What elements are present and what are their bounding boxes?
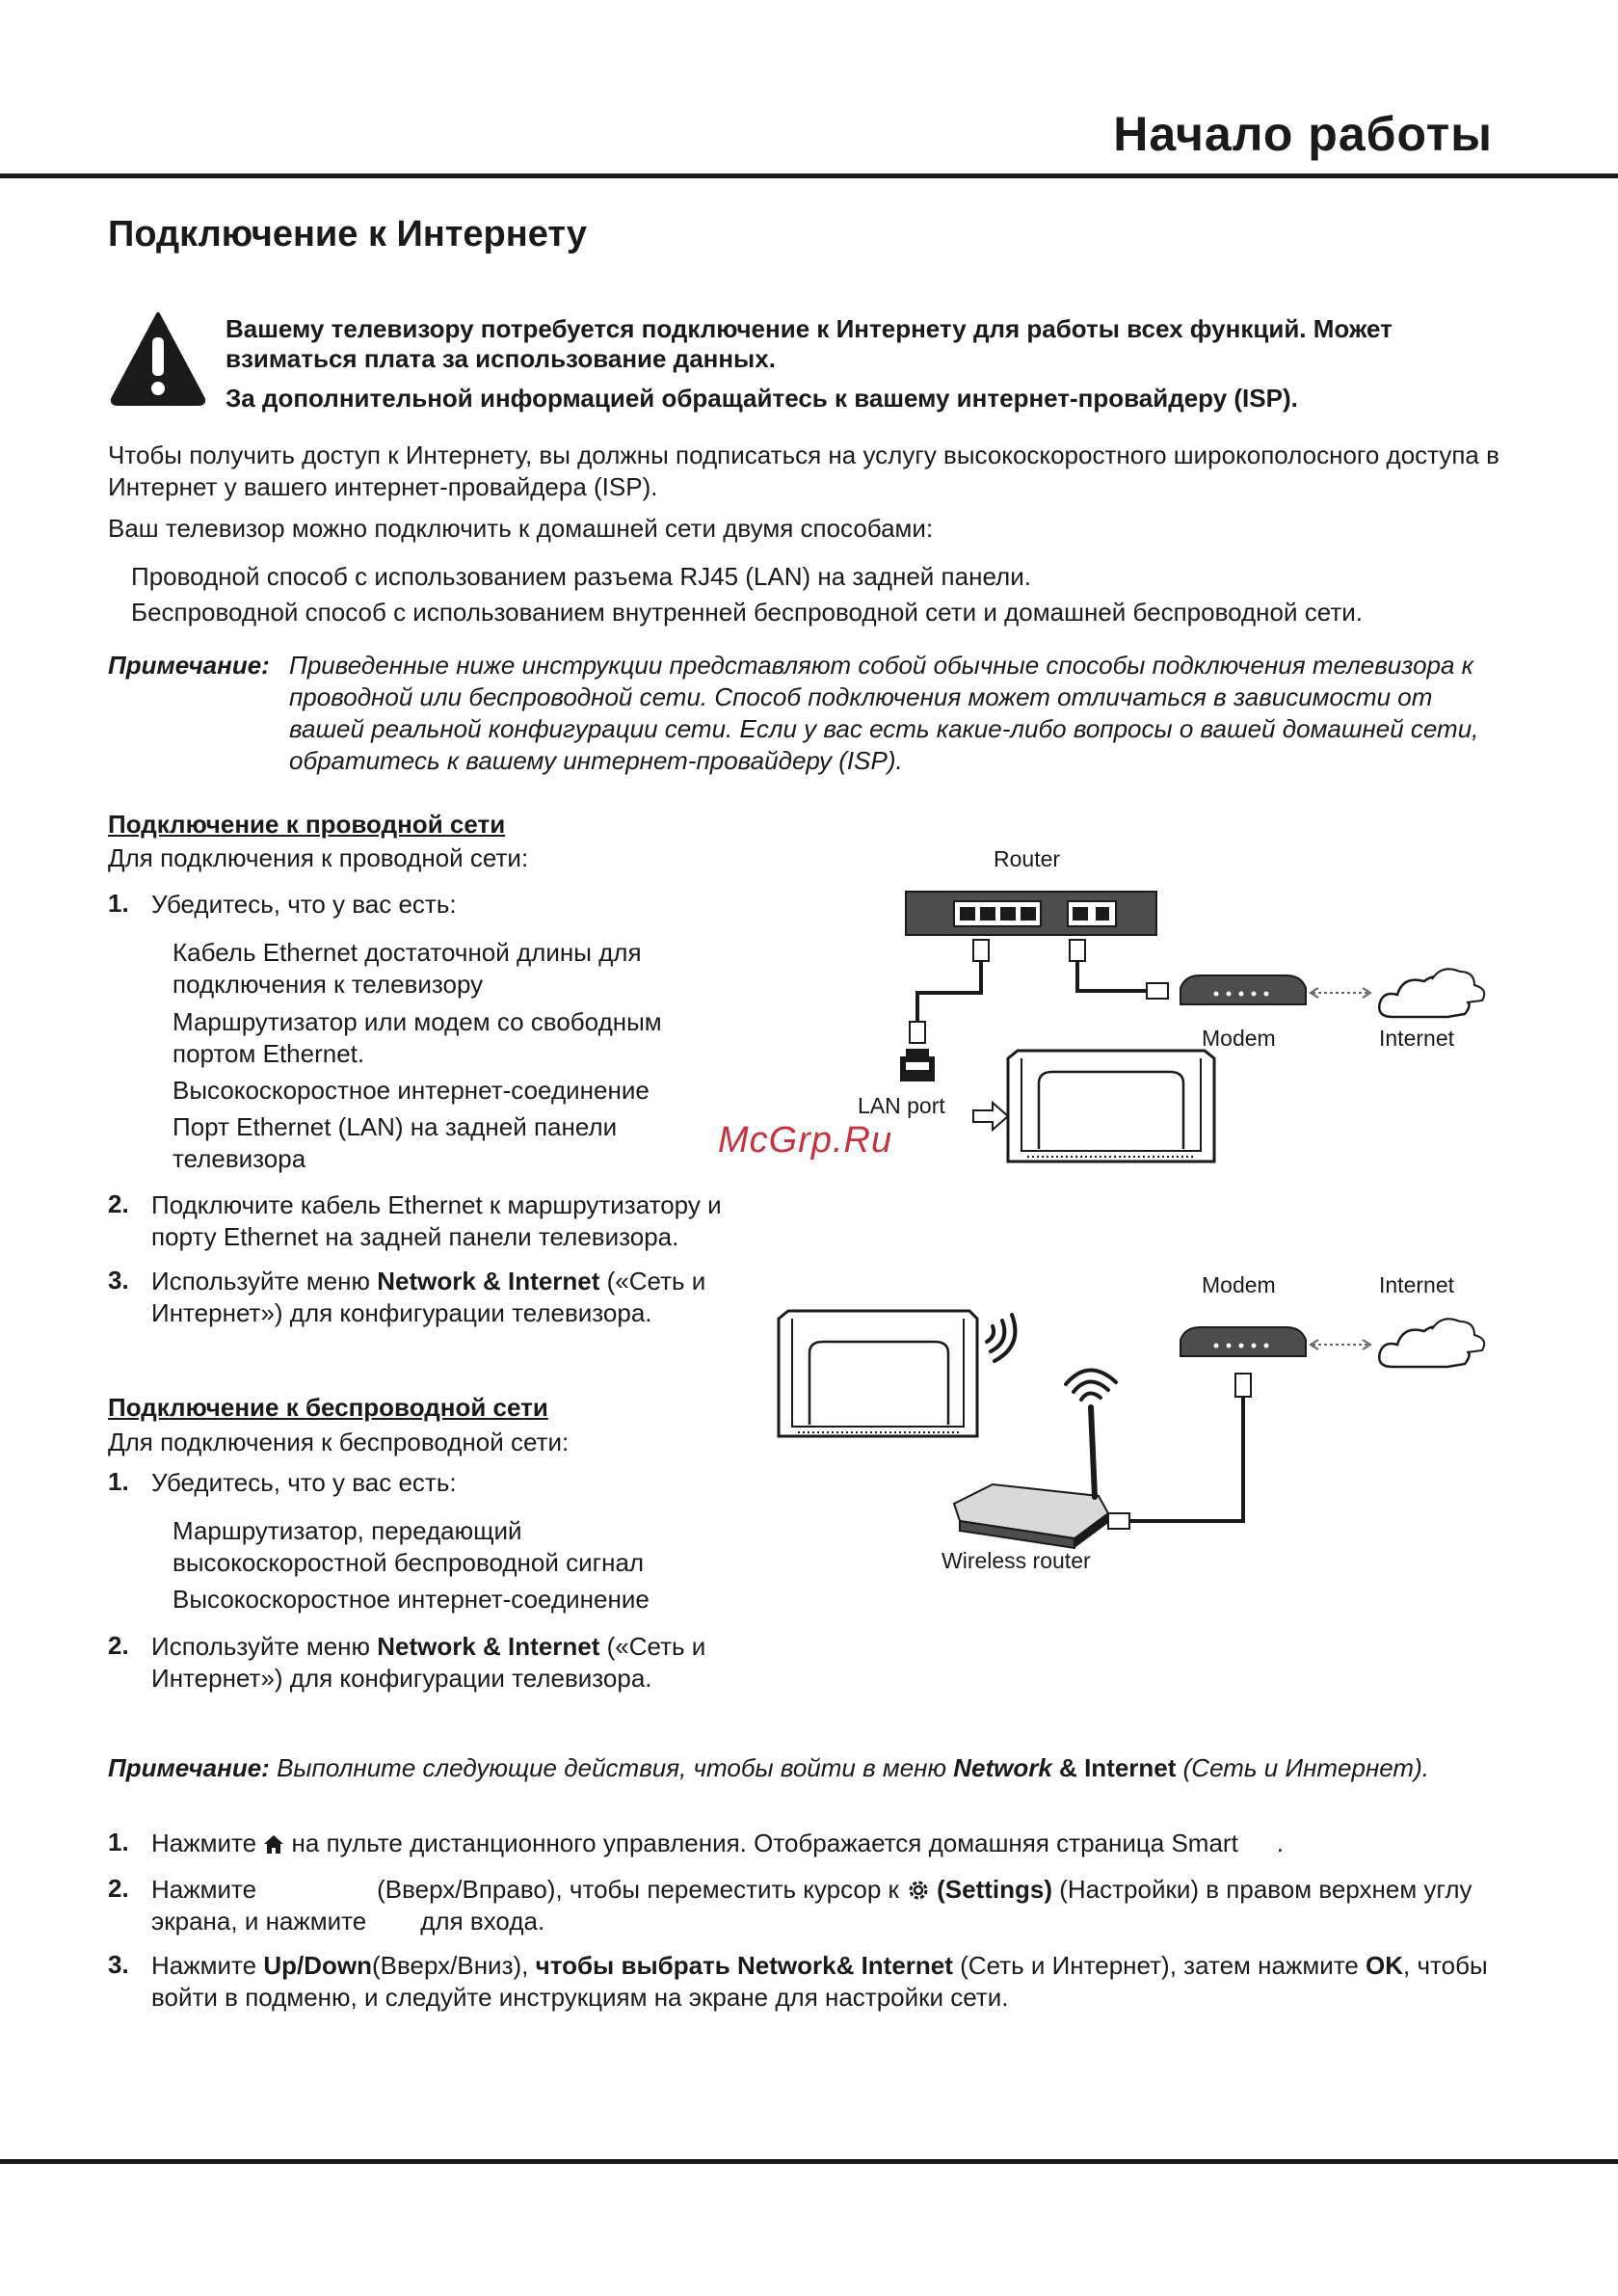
text: & — [1051, 1753, 1085, 1782]
wired-step-1: Убедитесь, что у вас есть: — [151, 890, 457, 919]
step-number: 2. — [108, 1189, 129, 1218]
warning-line-2: За дополнительной информацией обращайтесь к вашему интернет-провайдеру (ISP). — [225, 384, 1298, 413]
wifi-signal-icon — [987, 1315, 1015, 1361]
wifi-signal-icon — [1066, 1370, 1116, 1400]
section-title: Подключение к Интернету — [108, 214, 588, 254]
modem-icon — [1180, 975, 1306, 1004]
wireless-router-label: Wireless router — [942, 1548, 1091, 1573]
text: . — [1276, 1829, 1285, 1857]
wired-step-2: Подключите кабель Ethernet к маршрутизатору и порту Ethernet на задней панели телевизора. — [151, 1190, 722, 1251]
text: («Сеть и Интернет») для конфигурации телевизора. — [151, 1267, 706, 1327]
lan-port-icon — [900, 1049, 935, 1081]
final-step-3 — [151, 1950, 1539, 2014]
note-2 — [108, 1752, 1515, 1784]
internet-label: Internet — [1379, 1026, 1454, 1051]
text: на пульте дистанционного управления. Отображается домашняя страница Smart — [284, 1829, 1238, 1857]
wireless-step-1: Убедитесь, что у вас есть: — [151, 1468, 457, 1497]
wired-title: Подключение к проводной сети — [108, 810, 506, 839]
text: чтобы выбрать Network& Internet — [535, 1951, 953, 1980]
text: , чтобы войти в подменю, и следуйте инструкциям на экране для настройки сети. — [151, 1951, 1488, 2012]
wired-item-1: Кабель Ethernet достаточной длины для подключения к телевизору — [172, 938, 642, 999]
wireless-item-2: Высокоскоростное интернет-соединение — [172, 1585, 650, 1614]
step-number: 2. — [108, 1874, 129, 1903]
text: (Вверх/Вправо), чтобы переместить курсор к — [377, 1875, 907, 1904]
key-name: Up/Down — [263, 1951, 372, 1980]
chapter-title: Начало работы — [1113, 107, 1493, 161]
router-label: Router — [994, 846, 1061, 871]
key-name: OK — [1366, 1951, 1404, 1980]
text: Нажмите — [151, 1829, 264, 1857]
modem-icon — [1180, 1327, 1306, 1356]
menu-name: Network — [953, 1753, 1052, 1782]
step-number: 1. — [108, 889, 129, 918]
lan-port-label: LAN port — [858, 1093, 945, 1118]
gear-icon — [906, 1878, 931, 1903]
text: Нажмите — [151, 1951, 264, 1980]
cloud-icon — [1379, 1319, 1484, 1367]
modem-label: Modem — [1202, 1272, 1276, 1297]
text: (Вверх/Вниз), — [371, 1951, 536, 1980]
intro-paragraph-1: Чтобы получить доступ к Интернету, вы должны подписаться на услугу высокоскоростного широкополосного доступа в Интернет у вашего интернет-провайдера (ISP). — [108, 441, 1499, 501]
step-number: 3. — [108, 1950, 129, 1979]
wired-item-2: Маршрутизатор или модем со свободным портом Ethernet. — [172, 1007, 662, 1068]
step-number: 1. — [108, 1467, 129, 1496]
text: Используйте меню — [151, 1632, 378, 1661]
step-number: 3. — [108, 1266, 129, 1295]
wired-lead: Для подключения к проводной сети: — [108, 843, 529, 872]
final-step-2 — [151, 1874, 1539, 1937]
watermark: McGrp.Ru — [718, 1120, 893, 1161]
menu-name: Internet — [1084, 1753, 1177, 1782]
menu-name: Network & Internet — [377, 1267, 600, 1295]
note-text: Приведенные ниже инструкции представляют собой обычные способы подключения телевизора к проводной или беспроводной сети. Способ подключения может отличаться в зависимости от вашей реальной конфигурации сети. Если у вас есть какие-либо вопросы о вашей домашней сети, обратитесь к вашему интернет-провайдеру (ISP). — [289, 651, 1479, 775]
menu-name: (Settings) — [937, 1875, 1052, 1904]
text: (Сеть и Интернет), затем нажмите — [952, 1951, 1366, 1980]
method-wired: Проводной способ с использованием разъема RJ45 (LAN) на задней панели. — [131, 562, 1031, 591]
wireless-item-1: Маршрутизатор, передающий высокоскоростной беспроводной сигнал — [172, 1516, 645, 1577]
text: (Сеть и Интернет). — [1176, 1753, 1429, 1782]
wired-item-4: Порт Ethernet (LAN) на задней панели телевизора — [172, 1112, 618, 1173]
tv-back-icon — [1008, 1051, 1214, 1161]
menu-name: Network & Internet — [377, 1632, 600, 1661]
wired-item-3: Высокоскоростное интернет-соединение — [172, 1076, 650, 1105]
step-number: 2. — [108, 1631, 129, 1660]
text: Нажмите — [151, 1875, 257, 1904]
router-icon — [906, 892, 1156, 935]
note-label: Примечание: — [108, 1753, 270, 1782]
home-icon — [263, 1833, 284, 1855]
method-wireless: Беспроводной способ с использованием внутренней беспроводной сети и домашней беспроводной сети. — [131, 598, 1363, 627]
wireless-lead: Для подключения к беспроводной сети: — [108, 1428, 570, 1456]
modem-label: Modem — [1202, 1026, 1276, 1051]
step-number: 1. — [108, 1828, 129, 1856]
text: для входа. — [420, 1907, 545, 1936]
wireless-title: Подключение к беспроводной сети — [108, 1393, 548, 1422]
text: Используйте меню — [151, 1267, 378, 1295]
text: Выполните следующие действия, чтобы войти в меню — [269, 1753, 954, 1782]
tv-back-icon — [779, 1311, 977, 1436]
intro-paragraph-2: Ваш телевизор можно подключить к домашней сети двумя способами: — [108, 514, 934, 543]
text: (Настройки) в правом верхнем углу экрана, и нажмите — [151, 1875, 1472, 1936]
internet-label: Internet — [1379, 1272, 1454, 1297]
footer-rule — [0, 2159, 1618, 2164]
text: («Сеть и Интернет») для конфигурации телевизора. — [151, 1632, 706, 1693]
warning-line-1: Вашему телевизору потребуется подключение к Интернету для работы всех функций. Может взиматься плата за использование данных. — [225, 314, 1393, 373]
final-step-1 — [151, 1828, 1539, 1859]
note-label: Примечание: — [108, 651, 270, 680]
cloud-icon — [1379, 969, 1484, 1017]
